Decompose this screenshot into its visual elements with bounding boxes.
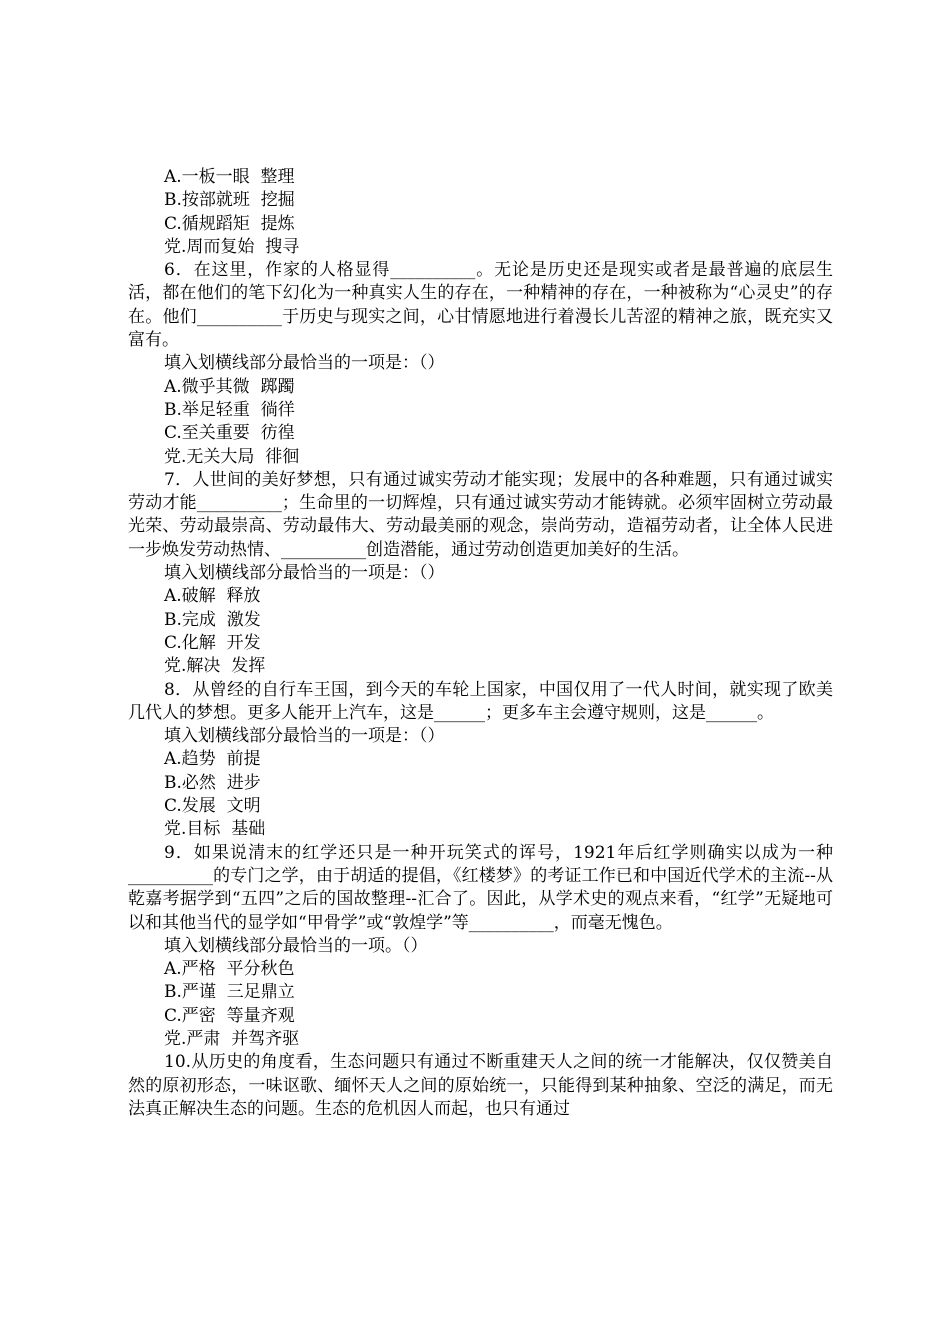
option-line: 党.无关大局 徘徊 (164, 446, 300, 467)
option-line: 党.目标 基础 (164, 819, 266, 840)
option-line: C.循规蹈矩 提炼 (164, 213, 295, 234)
question-paragraph: 9．如果说清末的红学还只是一种开玩笑式的诨号，1921年后红学则确实以成为一种__________的专门之学，由于胡适的提倡，《红楼梦》的考证工作已和中国近代学术的主流--从乾嘉考据学到“五四”之后的国故整理--汇合了。因此，从学术史的观点来看，“红学”无疑地可以和其他当代的显学如“甲骨学”或“敦煌学”等__________，而毫无愧色。 (128, 842, 833, 933)
option-line: 党.严肃 并驾齐驱 (164, 1028, 300, 1049)
question-paragraph: 6．在这里，作家的人格显得__________。无论是历史还是现实或者是最普遍的底层生活，都在他们的笔下幻化为一种真实人生的存在，一种精神的存在，一种被称为“心灵史”的存在。他们__________于历史与现实之间，心甘情愿地进行着漫长儿苦涩的精神之旅，既充实又富有。 (128, 260, 833, 351)
question-prompt: 填入划横线部分最恰当的一项是：（） (164, 563, 445, 584)
option-line: C.至关重要 彷徨 (164, 423, 295, 444)
option-line: 党.周而复始 搜寻 (164, 236, 300, 257)
option-line: 党.解决 发挥 (164, 656, 266, 677)
question-paragraph: 7．人世间的美好梦想，只有通过诚实劳动才能实现；发展中的各种难题，只有通过诚实劳动才能__________；生命里的一切辉煌，只有通过诚实劳动才能铸就。必须牢固树立劳动最光荣、劳动最崇高、劳动最伟大、劳动最美丽的观念，崇尚劳动，造福劳动者，让全体人民进一步焕发劳动热情、__________创造潜能，通过劳动创造更加美好的生活。 (128, 469, 833, 560)
option-line: C.严密 等量齐观 (164, 1005, 295, 1026)
option-line: B.严谨 三足鼎立 (164, 982, 295, 1003)
question-prompt: 填入划横线部分最恰当的一项是：（） (164, 726, 445, 747)
option-line: A.趋势 前提 (164, 749, 261, 770)
option-line: A.微乎其微 踯躅 (164, 376, 295, 397)
question-prompt: 填入划横线部分最恰当的一项是：（） (164, 353, 445, 374)
option-line: A.严格 平分秋色 (164, 959, 295, 980)
question-prompt: 填入划横线部分最恰当的一项。（） (164, 935, 428, 956)
option-line: B.完成 激发 (164, 609, 261, 630)
option-line: B.必然 进步 (164, 772, 261, 793)
option-line: C.发展 文明 (164, 796, 261, 817)
option-line: B.按部就班 挖掘 (164, 190, 295, 211)
question-paragraph: 8．从曾经的自行车王国，到今天的车轮上国家，中国仅用了一代人时间，就实现了欧美几代人的梦想。更多人能开上汽车，这是______；更多车主会遵守规则，这是______。 (128, 679, 833, 723)
document-page (128, 166, 833, 1121)
option-line: A.一板一眼 整理 (164, 167, 295, 187)
option-line: C.化解 开发 (164, 632, 261, 653)
question-paragraph: 10.从历史的角度看，生态问题只有通过不断重建天人之间的统一才能解决，仅仅赞美自然的原初形态，一味讴歌、缅怀天人之间的原始统一，只能得到某种抽象、空泛的满足，而无法真正解决生态的问题。生态的危机因人而起，也只有通过 (128, 1052, 833, 1119)
option-line: A.破解 释放 (164, 586, 261, 607)
option-line: B.举足轻重 徜徉 (164, 399, 295, 420)
